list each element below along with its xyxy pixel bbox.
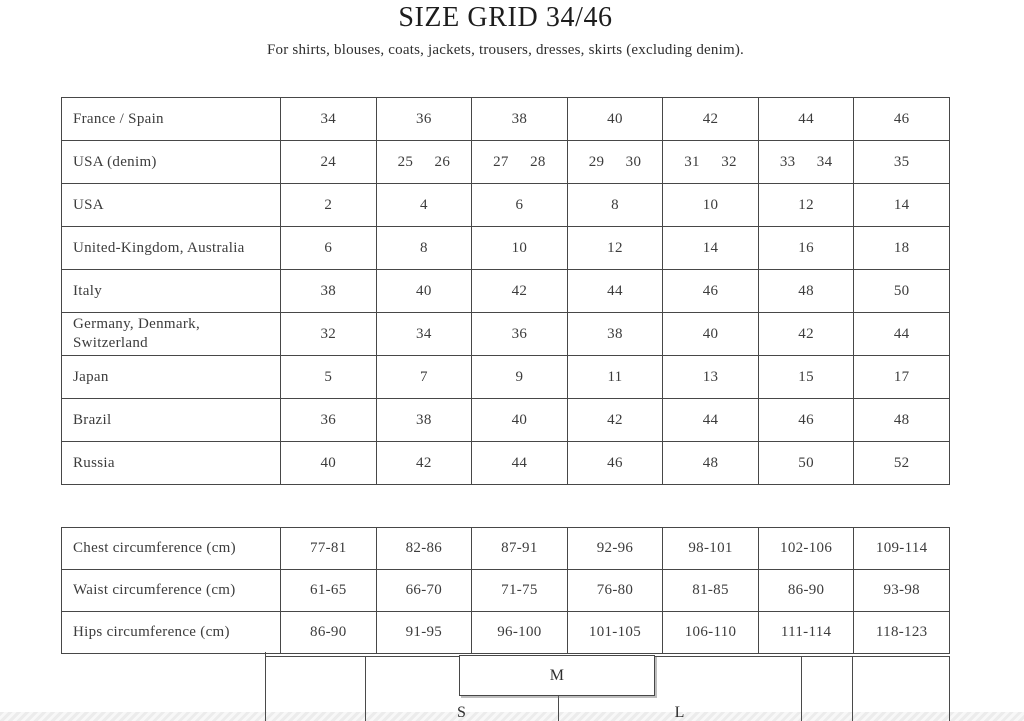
page-title: SIZE GRID 34/46 — [398, 2, 613, 33]
size-value-cell: 86-90 — [281, 612, 377, 654]
size-value-cell: 40 — [567, 98, 663, 141]
size-value-cell: 86-90 — [758, 570, 854, 612]
size-value-cell — [376, 141, 472, 184]
size-value-cell: 44 — [472, 442, 568, 485]
letter-table-grid-line — [949, 656, 950, 721]
table-row — [62, 612, 950, 654]
size-value-cell: 40 — [663, 313, 759, 356]
size-value: 28 — [530, 153, 546, 170]
letter-table-grid-line — [801, 656, 802, 721]
letter-size-m-label: M — [549, 666, 565, 684]
size-value-cell: 46 — [663, 270, 759, 313]
table-row — [62, 528, 950, 570]
size-value-cell: 52 — [854, 442, 950, 485]
size-value-cell: 13 — [663, 356, 759, 399]
size-value-cell: 48 — [854, 399, 950, 442]
size-value-cell: 17 — [854, 356, 950, 399]
size-value-cell: 34 — [281, 98, 377, 141]
size-value-cell: 32 — [281, 313, 377, 356]
row-label: USA (denim) — [62, 141, 281, 184]
size-value-cell: 71-75 — [472, 570, 568, 612]
size-value-cell: 118-123 — [854, 612, 950, 654]
table-row — [62, 227, 950, 270]
size-value-cell: 10 — [472, 227, 568, 270]
size-value-cell: 42 — [663, 98, 759, 141]
size-value-cell — [758, 141, 854, 184]
table-row — [62, 442, 950, 485]
size-value-cell: 66-70 — [376, 570, 472, 612]
row-label: Germany, Denmark, Switzerland — [62, 313, 281, 356]
row-label: United-Kingdom, Australia — [62, 227, 281, 270]
size-value-cell: 8 — [567, 184, 663, 227]
size-value-cell: 38 — [472, 98, 568, 141]
size-value-cell: 42 — [472, 270, 568, 313]
size-value-cell: 82-86 — [376, 528, 472, 570]
size-value: 30 — [625, 153, 642, 170]
size-value-cell: 5 — [281, 356, 377, 399]
row-label: Russia — [62, 442, 281, 485]
size-value-cell: 12 — [567, 227, 663, 270]
size-value-cell: 48 — [663, 442, 759, 485]
size-value-cell: 93-98 — [854, 570, 950, 612]
table-row — [62, 356, 950, 399]
size-value-cell: 42 — [567, 399, 663, 442]
size-value-cell: 106-110 — [663, 612, 759, 654]
size-value-cell — [472, 141, 568, 184]
size-value-cell: 40 — [281, 442, 377, 485]
size-value-cell: 14 — [663, 227, 759, 270]
size-value-cell: 50 — [758, 442, 854, 485]
size-value-cell: 9 — [472, 356, 568, 399]
size-value-cell: 12 — [758, 184, 854, 227]
size-value-cell: 87-91 — [472, 528, 568, 570]
size-value: 32 — [721, 153, 737, 170]
table-row — [62, 399, 950, 442]
size-value-cell: 91-95 — [376, 612, 472, 654]
size-value-cell: 50 — [854, 270, 950, 313]
measurements-table — [61, 527, 950, 654]
page-subtitle: For shirts, blouses, coats, jackets, trousers, dresses, skirts (excluding denim). — [267, 42, 744, 58]
size-value-cell: 46 — [758, 399, 854, 442]
size-value-cell: 36 — [281, 399, 377, 442]
size-value-cell: 44 — [567, 270, 663, 313]
table-row — [62, 141, 950, 184]
size-value-cell: 6 — [281, 227, 377, 270]
table-row — [62, 313, 950, 356]
size-value-cell: 18 — [854, 227, 950, 270]
letter-size-s-label: S — [457, 704, 466, 721]
size-value-cell: 46 — [567, 442, 663, 485]
size-value-cell: 8 — [376, 227, 472, 270]
size-value-cell — [567, 141, 663, 184]
size-value-cell: 36 — [376, 98, 472, 141]
size-value-cell: 101-105 — [567, 612, 663, 654]
size-value-cell: 96-100 — [472, 612, 568, 654]
row-label: France / Spain — [62, 98, 281, 141]
table-row — [62, 184, 950, 227]
size-value-cell: 98-101 — [663, 528, 759, 570]
row-label: Japan — [62, 356, 281, 399]
size-value-cell: 38 — [281, 270, 377, 313]
letter-size-l-label: L — [674, 704, 685, 721]
size-value-cell: 46 — [854, 98, 950, 141]
size-value-cell: 111-114 — [758, 612, 854, 654]
size-value-cell: 40 — [472, 399, 568, 442]
size-value-cell: 24 — [281, 141, 377, 184]
size-value-cell: 109-114 — [854, 528, 950, 570]
size-value-cell: 34 — [376, 313, 472, 356]
size-value-cell: 44 — [758, 98, 854, 141]
row-label: Hips circumference (cm) — [62, 612, 281, 654]
size-value-cell: 10 — [663, 184, 759, 227]
table-row — [62, 98, 950, 141]
size-value-cell: 16 — [758, 227, 854, 270]
size-value-cell: 42 — [758, 313, 854, 356]
size-value-cell: 42 — [376, 442, 472, 485]
size-conversion-table — [61, 97, 950, 485]
size-value-cell: 76-80 — [567, 570, 663, 612]
size-value-cell: 15 — [758, 356, 854, 399]
size-value-cell: 44 — [663, 399, 759, 442]
table-row — [62, 570, 950, 612]
size-value-cell: 102-106 — [758, 528, 854, 570]
size-value-cell: 40 — [376, 270, 472, 313]
size-value-cell: 35 — [854, 141, 950, 184]
size-value-cell: 77-81 — [281, 528, 377, 570]
size-value: 27 — [493, 153, 509, 170]
row-label: Italy — [62, 270, 281, 313]
size-value: 29 — [588, 153, 605, 170]
size-value-cell: 7 — [376, 356, 472, 399]
row-label: Waist circumference (cm) — [62, 570, 281, 612]
size-value-cell: 4 — [376, 184, 472, 227]
size-value-cell: 14 — [854, 184, 950, 227]
size-value-cell: 92-96 — [567, 528, 663, 570]
size-value-cell: 11 — [567, 356, 663, 399]
size-value: 25 — [397, 153, 414, 170]
table-row — [62, 270, 950, 313]
size-value: 33 — [779, 153, 796, 170]
size-value-cell: 44 — [854, 313, 950, 356]
size-value-cell: 38 — [376, 399, 472, 442]
size-value: 31 — [684, 153, 700, 170]
size-value-cell: 61-65 — [281, 570, 377, 612]
size-value-cell: 6 — [472, 184, 568, 227]
size-value-cell: 2 — [281, 184, 377, 227]
size-value-cell: 36 — [472, 313, 568, 356]
letter-size-m-box — [459, 655, 655, 696]
row-label: USA — [62, 184, 281, 227]
letter-table-grid-line — [265, 652, 266, 721]
size-value-cell — [663, 141, 759, 184]
row-label: Chest circumference (cm) — [62, 528, 281, 570]
row-label: Brazil — [62, 399, 281, 442]
size-value-cell: 81-85 — [663, 570, 759, 612]
size-value-cell: 48 — [758, 270, 854, 313]
letter-table-grid-line — [852, 656, 853, 721]
size-value: 34 — [816, 153, 833, 170]
size-value: 26 — [434, 153, 451, 170]
size-value-cell: 38 — [567, 313, 663, 356]
